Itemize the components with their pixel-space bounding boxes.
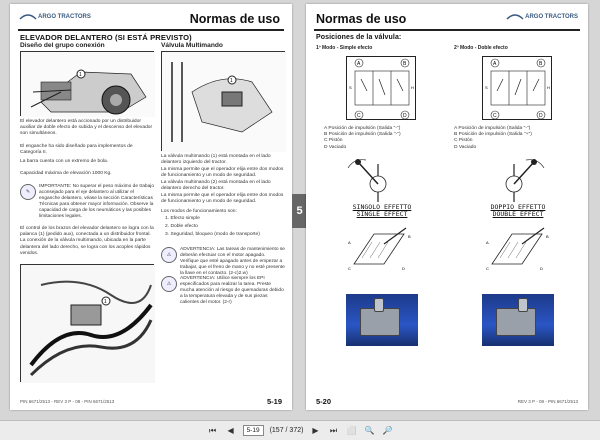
para-category: El enganche ha sido diseñado para implementos de Categoría II.: [20, 144, 133, 156]
svg-text:B: B: [539, 61, 543, 67]
svg-text:D: D: [540, 266, 543, 271]
tractor-front-figure: [20, 51, 154, 116]
warning-icon: ⚠: [161, 247, 177, 263]
svg-text:B: B: [403, 61, 407, 67]
para-capacity: Capacidad máxima de elevación 1000 Kg.: [20, 171, 112, 176]
lever-single-caption: SINGOLO EFFETTO SINGLE EFFECT: [352, 203, 412, 218]
valve-right-para: La válvula multimando (2) está montada en el lado delantero derecho del tractor.: [161, 180, 271, 192]
page-footer: REV 3 P - 08 - PIN 6671/2513: [517, 399, 578, 404]
legend-item: A Posición de impulsión (Salida "-"): [324, 126, 401, 131]
logo-text: ARGO TRACTORS: [525, 14, 578, 20]
mode1-title: 1º Modo - Simple efecto: [316, 45, 373, 51]
subtitle-group: Diseño del grupo conexión: [20, 42, 105, 49]
first-page-button[interactable]: ⏮: [208, 425, 217, 435]
svg-text:C: C: [493, 113, 497, 119]
lever-double-caption: DOPPIO EFFETTO DOUBLE EFFECT: [490, 203, 546, 218]
warning-maintenance-text: ADVERTENCIA: Las tareas de mantenimiento se deberán efectuar con el motor apagado. Verifique que esté apagado antes de empezar a trabajar, que el freno de mano y no esté presente la llave en el contacto. (2-c)2.w): [180, 247, 285, 276]
legend-item: C Pistón: [454, 138, 473, 144]
chapter-tab: 5: [292, 194, 307, 228]
legend-double: [454, 126, 578, 151]
next-page-button[interactable]: ▶: [312, 426, 319, 435]
valve-knob: [374, 298, 384, 312]
warning-ppe-text: ADVERTENCIA: Utilice siempre los EPI especificados para realizar la tarea. Preste mucha atención al riesgo de quemaduras debido a la temperatura elevada y de sus piezas calientes del motor. (2-r): [180, 276, 284, 305]
argo-logo-icon: [507, 13, 523, 21]
important-note-text: IMPORTANTE: No superar el peso máximo de trabajo aconsejado para el eje delantero al utilizar el enganche delantero, véase la sección Características Técnicas para obtener mayor información. Observe la capacidad de carga de los neumáticos y las posibles limitaciones legales.: [39, 184, 154, 219]
valve-right-para2: La misma permite que el operador elija entre dos modos de funcionamiento y un modo de seguridad.: [161, 193, 284, 205]
mode-item: 1. Efecto simple: [165, 216, 200, 221]
svg-text:C: C: [357, 113, 361, 119]
mode2-title: 2º Modo - Doble efecto: [454, 45, 508, 51]
page-count: (157 / 372): [269, 427, 304, 434]
legend-item: A Posición de impulsión (Salida "-"): [454, 126, 531, 131]
lever-single-figure: [328, 154, 436, 204]
svg-text:A: A: [348, 240, 351, 245]
argo-logo: [20, 13, 91, 21]
legend-item: D Vaciado: [454, 144, 477, 150]
page-footer: PIN 6671/2513 - REV 3 P - 08 - PIN 6671/2513: [20, 399, 115, 404]
warning-icon: ⚠: [161, 276, 177, 292]
page-number: 5-20: [316, 397, 332, 406]
lever-double-figure: [464, 154, 572, 204]
svg-text:1: 1: [230, 78, 233, 84]
hoses-figure: [20, 264, 154, 382]
valve-hatched-double: [482, 224, 554, 274]
valve-knob: [518, 298, 528, 312]
svg-text:B: B: [546, 234, 549, 239]
warning-ppe: [161, 276, 285, 306]
warning-maintenance: [161, 247, 285, 277]
valve-photo-double: [482, 294, 554, 346]
subtitle-valve: Válvula Multimando: [161, 42, 223, 49]
header-rule: [314, 29, 580, 31]
svg-text:S: S: [349, 85, 352, 90]
prev-page-button[interactable]: ◀: [227, 426, 234, 435]
zoom-out-icon[interactable]: 🔍: [364, 426, 375, 435]
important-note: [20, 184, 154, 220]
viewer-toolbar: [0, 420, 600, 440]
svg-text:C: C: [348, 266, 351, 271]
svg-text:D: D: [403, 113, 407, 119]
mode-item: 3. Seguridad, bloqueo (modo de transporte): [165, 232, 260, 238]
valve-photo-single: [346, 294, 418, 346]
svg-text:H: H: [547, 85, 550, 90]
svg-text:A: A: [493, 61, 497, 67]
svg-text:A: A: [486, 240, 489, 245]
svg-text:D: D: [539, 113, 543, 119]
svg-text:1: 1: [79, 72, 82, 78]
valve-left-para: La válvula multimando (1) está montada en el lado delantero izquierdo del tractor.: [161, 154, 271, 166]
legend-item: B Posición de impulsión (Salida "-"): [324, 132, 401, 138]
para-front-lift: El elevador delantero está accionado por un distribuidor auxiliar de doble efecto de subida y el descenso del elevador son simultáneos.: [20, 119, 153, 137]
section-title: Posiciones de la válvula:: [316, 34, 402, 41]
svg-text:1: 1: [104, 299, 107, 305]
legend-single: [324, 126, 444, 151]
svg-text:B: B: [408, 234, 411, 239]
page-number: 5-19: [266, 397, 282, 406]
right-page: [306, 4, 588, 410]
valve-diagram-double: [482, 56, 552, 120]
valve-body: [360, 308, 400, 336]
svg-text:H: H: [411, 85, 414, 90]
info-icon: ✎: [20, 184, 36, 200]
last-page-button[interactable]: ⏭: [329, 425, 338, 435]
modes-list: [165, 216, 285, 239]
header-rule: [18, 29, 284, 31]
page-header-title: Normas de uso: [316, 12, 407, 26]
mode-item: 2. Doble efecto: [165, 224, 198, 230]
para-ball: La barra cuenta con un extremo de bola.: [20, 159, 109, 164]
valve-hatched-single: [344, 224, 416, 274]
valve-left-para2: La misma permite que el operador elija entre dos modos de funcionamiento y un modo de seguridad.: [161, 167, 284, 179]
multicontrol-valve-figure: [161, 51, 285, 151]
logo-text: ARGO TRACTORS: [38, 14, 91, 20]
svg-text:C: C: [486, 266, 489, 271]
svg-text:D: D: [402, 266, 405, 271]
valve-diagram-single: [346, 56, 416, 120]
page-header-title: Normas de uso: [189, 12, 280, 26]
legend-item: B Posición de impulsión (Salida "+"): [454, 132, 532, 138]
argo-logo-icon: [20, 13, 36, 21]
svg-text:A: A: [357, 61, 361, 67]
section-title: ELEVADOR DELANTERO (SI ESTÁ PREVISTO): [20, 33, 192, 42]
modes-title: Los modos de funcionamiento son:: [161, 209, 237, 214]
fit-page-icon[interactable]: ⬜: [346, 426, 357, 435]
page-field[interactable]: 5-19: [243, 425, 264, 436]
legend-item: C Pistón: [324, 138, 343, 144]
valve-body: [496, 308, 536, 336]
legend-item: D Vaciado: [324, 144, 347, 150]
argo-logo: [507, 13, 578, 21]
svg-text:S: S: [485, 85, 488, 90]
zoom-in-icon[interactable]: 🔎: [382, 426, 393, 435]
left-page: [10, 4, 303, 410]
para-control: El control de los brazos del elevador delantero se logra con la palanca (1) (pedido aux), conectada a un distribuidor frontal. La conexión de la válvula multimando, ubicada en la parte delantera del lado derecho, se logra con los acoples rápidos venidos.: [20, 226, 154, 256]
